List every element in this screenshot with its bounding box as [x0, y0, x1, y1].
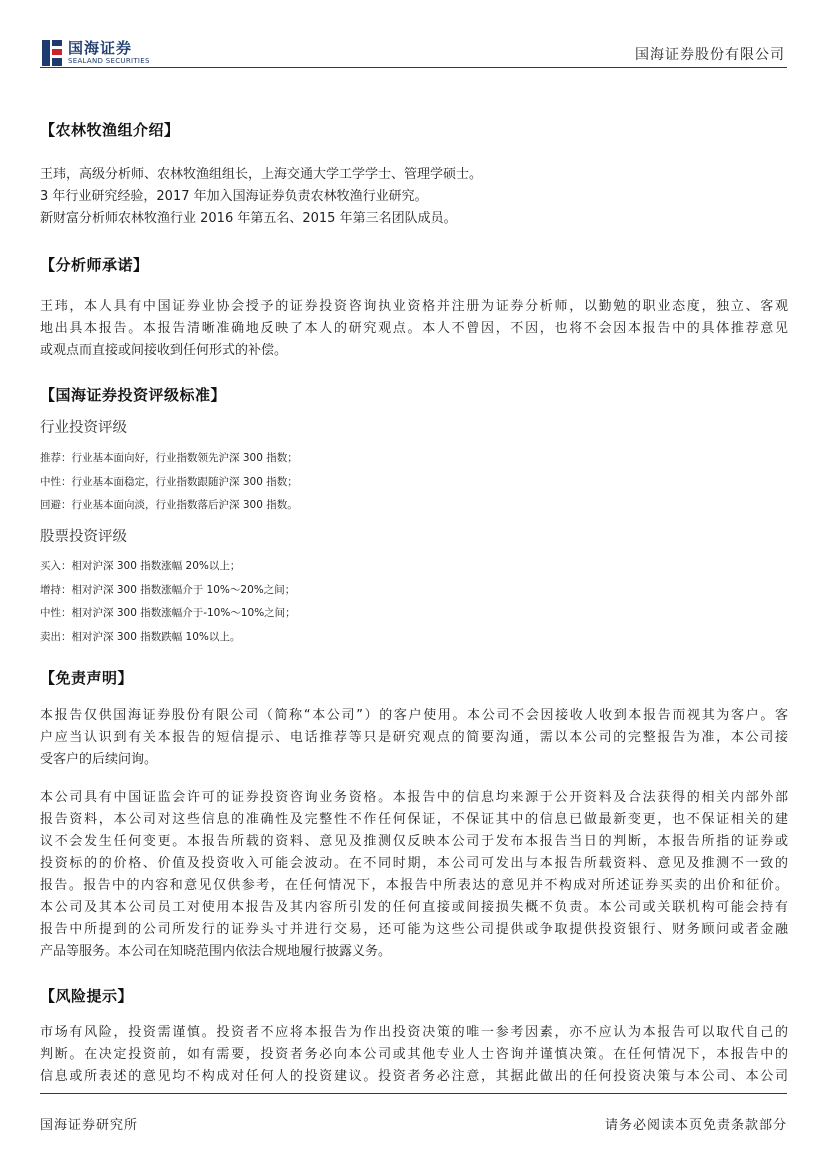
disclaimer-line: 本公司具有中国证监会许可的证券投资咨询业务资格。本报告中的信息均来源于公开资料及合法获得的相关内部外部 [40, 790, 788, 805]
disclaimer-line: 议不会发生任何变更。本报告所载的资料、意见及推测仅反映本公司于发布本报告当日的判断，本报告所指的证券或 [40, 834, 788, 849]
risk-line: 信息或所表述的意见均不构成对任何人的投资建议。投资者务必注意，其据此做出的任何投资决策与本公司、本公司 [40, 1069, 788, 1084]
analyst-commitment-heading: 【分析师承诺】 [40, 256, 149, 274]
logo-chinese-name: 国海证券 [68, 39, 133, 57]
risk-warning-text [40, 1022, 788, 1088]
disclaimer-heading: 【免责声明】 [40, 669, 134, 687]
industry-rating-title: 行业投资评级 [40, 420, 127, 436]
industry-rating-item: 中性：行业基本面稳定，行业指数跟随沪深 300 指数； [40, 475, 298, 488]
commitment-line: 王玮，本人具有中国证券业协会授予的证券投资咨询执业资格并注册为证券分析师，以勤勉的职业态度，独立、客观 [40, 299, 788, 314]
team-line: 3 年行业研究经验，2017 年加入国海证券负责农林牧渔行业研究。 [40, 189, 428, 204]
stock-rating-list [40, 555, 296, 649]
industry-rating-list [40, 447, 298, 518]
footer-institute-name: 国海证券研究所 [40, 1118, 139, 1133]
disclaimer-line: 本报告仅供国海证券股份有限公司（简称“本公司”）的客户使用。本公司不会因接收人收到本报告而视其为客户。客 [40, 708, 788, 723]
stock-rating-item: 买入：相对沪深 300 指数涨幅 20%以上； [40, 560, 241, 572]
stock-rating-item: 中性：相对沪深 300 指数涨幅介于-10%～10%之间； [40, 607, 296, 619]
industry-rating-item: 回避：行业基本面向淡，行业指数落后沪深 300 指数。 [40, 499, 298, 511]
stock-rating-item: 增持：相对沪深 300 指数涨幅介于 10%～20%之间； [40, 583, 296, 596]
sealand-logo-icon [40, 38, 64, 68]
risk-warning-heading: 【风险提示】 [40, 987, 134, 1005]
commitment-line: 地出具本报告。本报告清晰准确地反映了本人的研究观点。本人不曾因，不因，也将不会因本报告中的具体推荐意见 [40, 321, 788, 336]
stock-rating-item: 卖出：相对沪深 300 指数跌幅 10%以上。 [40, 630, 241, 643]
commitment-line: 或观点而直接或间接收到任何形式的补偿。 [40, 343, 288, 358]
disclaimer-line: 报告中所提到的公司所发行的证券头寸并进行交易，还可能为这些公司提供或争取提供投资银行、财务顾问或者金融 [40, 922, 788, 937]
logo-english-name: SEALAND SECURITIES [68, 57, 150, 65]
risk-line: 市场有风险，投资需谨慎。投资者不应将本报告为作出投资决策的唯一参考因素，亦不应认为本报告可以取代自己的 [40, 1025, 788, 1040]
footer-disclaimer-note: 请务必阅读本页免责条款部分 [604, 1118, 787, 1133]
disclaimer-line: 受客户的后续问询。 [40, 752, 158, 767]
disclaimer-line: 报告。报告中的内容和意见仅供参考，在任何情况下，本报告中所表达的意见并不构成对所述证券买卖的出价和征价。 [40, 878, 788, 893]
header-company-name: 国海证券股份有限公司 [635, 47, 785, 63]
team-intro-heading: 【农林牧渔组介绍】 [40, 121, 180, 139]
stock-rating-title: 股票投资评级 [40, 529, 127, 545]
team-intro-text [40, 164, 788, 230]
disclaimer-paragraph-1 [40, 705, 788, 771]
analyst-commitment-text [40, 296, 788, 362]
header-divider [40, 67, 787, 68]
footer-divider [40, 1093, 787, 1094]
disclaimer-paragraph-2 [40, 787, 788, 963]
disclaimer-line: 报告资料，本公司对这些信息的准确性及完整性不作任何保证，不保证其中的信息已做最新变更，也不保证相关的建 [40, 812, 788, 827]
rating-standard-heading: 【国海证券投资评级标准】 [40, 386, 227, 404]
disclaimer-line: 投资标的的价格、价值及投资收入可能会波动。在不同时期，本公司可发出与本报告所载资料、意见及推测不一致的 [40, 856, 788, 871]
disclaimer-line: 户应当认识到有关本报告的短信提示、电话推荐等只是研究观点的简要沟通，需以本公司的完整报告为准，本公司接 [40, 730, 788, 745]
disclaimer-line: 本公司及其本公司员工对使用本报告及其内容所引发的任何直接或间接损失概不负责。本公司或关联机构可能会持有 [40, 900, 788, 915]
risk-line: 判断。在决定投资前，如有需要，投资者务必向本公司或其他专业人士咨询并谨慎决策。在任何情况下，本报告中的 [40, 1047, 788, 1062]
team-line: 王玮，高级分析师、农林牧渔组组长，上海交通大学工学学士、管理学硕士。 [40, 167, 483, 182]
team-line: 新财富分析师农林牧渔行业 2016 年第五名、2015 年第三名团队成员。 [40, 211, 457, 226]
industry-rating-item: 推荐：行业基本面向好，行业指数领先沪深 300 指数； [40, 452, 298, 464]
disclaimer-line: 产品等服务。本公司在知晓范围内依法合规地履行披露义务。 [40, 944, 392, 959]
